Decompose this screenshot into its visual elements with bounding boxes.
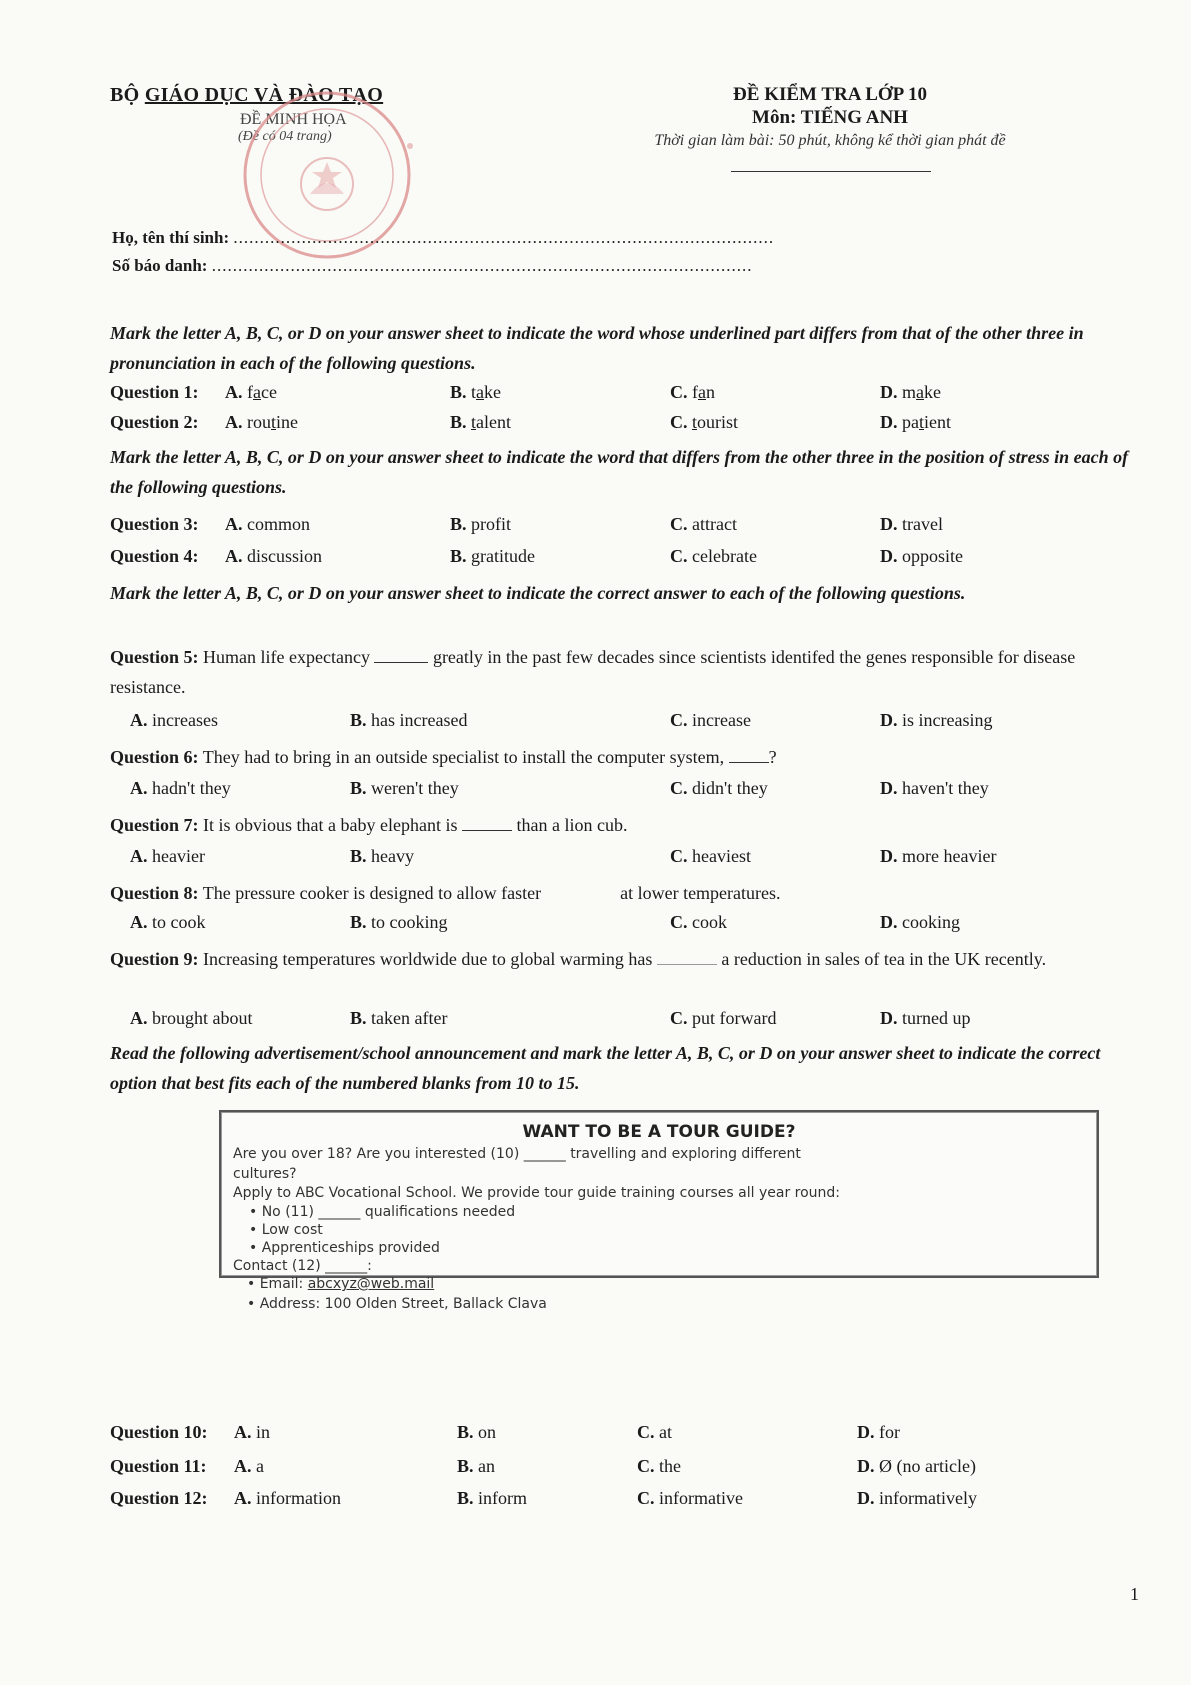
ad-bullet-3: • Apprenticeships provided [249, 1240, 440, 1256]
question-6-stem: Question 6: They had to bring in an outside specialist to install the computer system, ? [110, 747, 777, 767]
advertisement-box [219, 1110, 1099, 1278]
question-1: Question 1: A. face B. take C. fan D. make [110, 382, 942, 402]
answer-blank [462, 816, 512, 831]
ad-contact: Contact (12) ______: [233, 1258, 372, 1274]
option-2a: routine [247, 412, 299, 432]
option-1a: face [247, 382, 277, 402]
question-9-stem: Question 9: Increasing temperatures worldwide due to global warming has a reduction in sales of tea in the UK recently. [110, 949, 1047, 969]
question-11: Question 11: A. a B. an C. the D. Ø (no article) [110, 1456, 976, 1476]
question-2: Question 2: A. routine B. talent C. tourist D. patient [110, 412, 952, 432]
ad-line-1: Are you over 18? Are you interested (10) ______ travelling and exploring different [233, 1146, 801, 1162]
page-count: (Đề có 04 trang) [238, 129, 332, 144]
question-7-options: A. heavier B. heavy C. heaviest D. more heavier [130, 846, 997, 866]
exam-title: ĐỀ KIỂM TRA LỚP 10 [733, 84, 927, 105]
option-1b: take [471, 382, 502, 402]
option-2c: tourist [692, 412, 739, 432]
question-8-stem: Question 8: The pressure cooker is designed to allow faster at lower temperatures. [110, 883, 781, 903]
ad-line-2: cultures? [233, 1166, 297, 1182]
option-1c: fan [692, 382, 715, 402]
time-info: Thời gian làm bài: 50 phút, không kể thời gian phát đề [654, 132, 1006, 149]
question-5-stem: Question 5: Human life expectancy greatly in the past few decades since scientists identifed the genes responsible for disease resistance. [110, 647, 1076, 697]
page-number: 1 [1130, 1584, 1139, 1604]
candidate-number-line: Số báo danh: ....................................................................................................... [112, 256, 753, 275]
header-rule [731, 171, 931, 172]
option-2b: talent [471, 412, 512, 432]
instruction-reading: Read the following advertisement/school announcement and mark the letter A, B, C, or D on your answer sheet to indicate the correct option that best fits each of the numbered blanks from 10 to 15. [110, 1043, 1101, 1093]
ad-line-3: Apply to ABC Vocational School. We provide tour guide training courses all year round: [233, 1185, 841, 1201]
instruction-pronunciation: Mark the letter A, B, C, or D on your answer sheet to indicate the word whose underlined part differs from that of the other three in pronunciation in each of the following questions. [110, 323, 1084, 373]
answer-blank [374, 648, 428, 663]
question-12: Question 12: A. information B. inform C. informative D. informatively [110, 1488, 977, 1508]
ad-bullet-2: • Low cost [249, 1222, 323, 1238]
header-right [560, 84, 1100, 150]
question-6-options: A. hadn't they B. weren't they C. didn't they D. haven't they [130, 778, 989, 798]
question-4: Question 4: A. discussion B. gratitude C. celebrate D. opposite [110, 546, 963, 566]
email-link[interactable]: abcxyz@web.mail [307, 1276, 435, 1292]
option-2d: patient [902, 412, 952, 432]
instruction-correct-answer: Mark the letter A, B, C, or D on your answer sheet to indicate the correct answer to each of the following questions. [110, 583, 966, 603]
candidate-name-line: Họ, tên thí sinh: ....................................................................................................... [112, 228, 775, 247]
ad-title: WANT TO BE A TOUR GUIDE? [522, 1122, 796, 1142]
question-7-stem: Question 7: It is obvious that a baby elephant is than a lion cub. [110, 815, 628, 835]
question-3: Question 3: A. common B. profit C. attract D. travel [110, 514, 943, 534]
answer-blank [729, 748, 769, 763]
ad-bullet-1: • No (11) ______ qualifications needed [249, 1204, 516, 1220]
ad-address-line: • Address: 100 Olden Street, Ballack Clava [247, 1296, 547, 1312]
instruction-stress: Mark the letter A, B, C, or D on your answer sheet to indicate the word that differs from the other three in the position of stress in each of the following questions. [110, 447, 1129, 497]
answer-blank [657, 950, 717, 965]
ministry-name: BỘ GIÁO DỤC VÀ ĐÀO TẠO [110, 84, 384, 106]
official-label: ĐỀ MINH HỌA [240, 111, 347, 128]
question-8-options: A. to cook B. to cooking C. cook D. cooking [130, 912, 960, 932]
question-5-options: A. increases B. has increased C. increase D. is increasing [130, 710, 993, 730]
ad-email-line: • Email: abcxyz@web.mail [247, 1276, 435, 1292]
question-10: Question 10: A. in B. on C. at D. for [110, 1422, 900, 1442]
question-9-options: A. brought about B. taken after C. put forward D. turned up [130, 1008, 971, 1028]
option-1d: make [902, 382, 942, 402]
subject-title: Môn: TIẾNG ANH [752, 107, 908, 128]
